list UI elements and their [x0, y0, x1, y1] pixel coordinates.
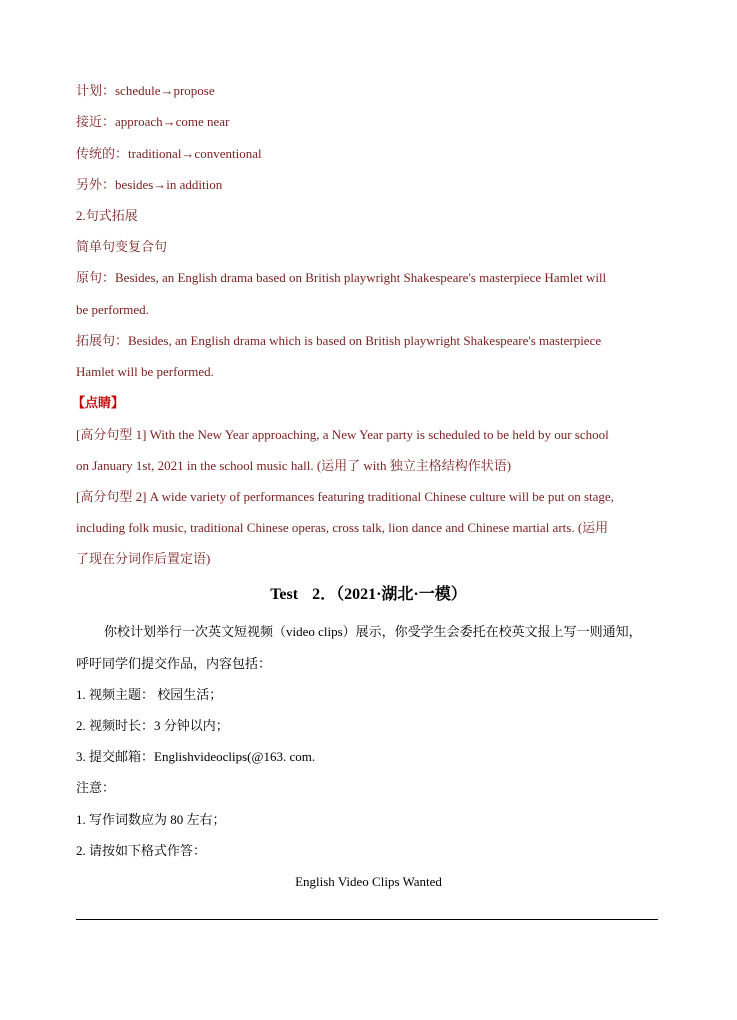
- task-intro-line-1: 你校计划举行一次英文短视频（video clips）展示，你受学生会委托在校英文报上写一则通知，: [104, 624, 642, 639]
- test-title: [0, 585, 737, 605]
- task-item-1: 1. 视频主题： 校园生活；: [76, 687, 223, 702]
- task-note-2: 2. 请按如下格式作答：: [76, 843, 207, 858]
- task-item-2: 2. 视频时长：3 分钟以内；: [76, 718, 229, 733]
- task-notice: 注意：: [76, 780, 116, 795]
- pattern-1-line-1: [高分句型 1] With the New Year approaching, a New Year party is scheduled to be held by our school: [76, 427, 609, 442]
- test-number: 2．（2021·湖北·一模）: [312, 586, 467, 603]
- vocab-line-besides: 另外：besides→in addition: [76, 177, 223, 192]
- task-intro-line-2: 呼吁同学们提交作品，内容包括：: [76, 656, 272, 671]
- pattern-2-line-3: 了现在分词作后置定语): [76, 551, 211, 566]
- vocab-line-traditional: 传统的：traditional→conventional: [76, 146, 262, 161]
- pattern-2-line-1: [高分句型 2] A wide variety of performances featuring traditional Chinese culture will be put on stage,: [76, 489, 614, 504]
- vocab-line-schedule: 计划：schedule→propose: [76, 83, 215, 98]
- pattern-2-line-2: including folk music, traditional Chinese operas, cross talk, lion dance and Chinese martial arts. (运用: [76, 520, 609, 535]
- task-item-3: 3. 提交邮箱：Englishvideoclips(@163. com.: [76, 749, 316, 764]
- original-sentence-line-2: be performed.: [76, 302, 149, 317]
- pattern-1-line-2: on January 1st, 2021 in the school music hall. (运用了 with 独立主格结构作状语): [76, 458, 512, 473]
- task-note-1: 1. 写作词数应为 80 左右；: [76, 812, 226, 827]
- answer-title: English Video Clips Wanted: [295, 874, 442, 889]
- vocab-line-approach: 接近：approach→come near: [76, 114, 230, 129]
- section-subheading: 简单句变复合句: [76, 239, 168, 254]
- test-label: Test: [270, 586, 299, 603]
- section-heading-sentence-expansion: 2.句式拓展: [76, 208, 138, 223]
- expanded-sentence-line-2: Hamlet will be performed.: [76, 364, 214, 379]
- answer-line: [76, 919, 658, 920]
- highlight-heading: 【点睛】: [72, 395, 125, 410]
- original-sentence-line-1: 原句：Besides, an English drama based on British playwright Shakespeare's masterpiece Hamlet will: [76, 270, 607, 285]
- expanded-sentence-line-1: 拓展句：Besides, an English drama which is based on British playwright Shakespeare's masterpiece: [76, 333, 602, 348]
